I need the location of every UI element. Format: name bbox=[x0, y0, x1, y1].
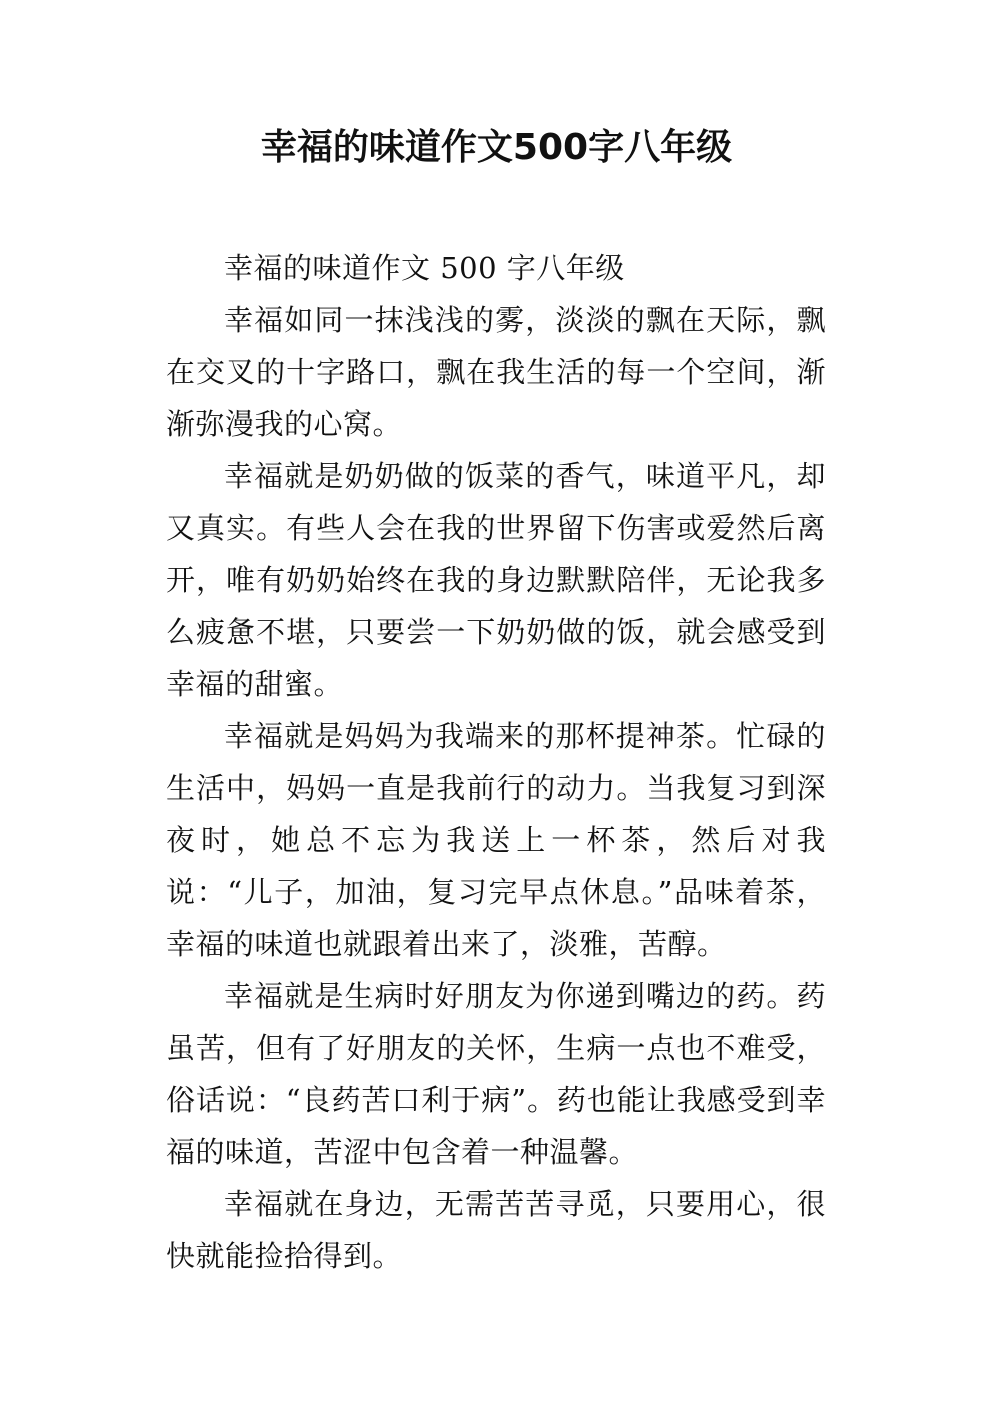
document-title: 幸福的味道作文500字八年级 bbox=[260, 127, 733, 168]
paragraph-3: 幸福就是妈妈为我端来的那杯提神茶。忙碌的生活中，妈妈一直是我前行的动力。当我复习到深夜时，她总不忘为我送上一杯茶，然后对我说：“儿子，加油，复习完早点休息。”品味着茶，幸福的味道也就跟着出来了，淡雅，苦醇。 bbox=[166, 719, 826, 961]
paragraph-5: 幸福就在身边，无需苦苦寻觅，只要用心，很快就能捡拾得到。 bbox=[166, 1187, 826, 1273]
paragraph-1: 幸福如同一抹浅浅的雾，淡淡的飘在天际，飘在交叉的十字路口，飘在我生活的每一个空间，渐渐弥漫我的心窝。 bbox=[166, 303, 826, 441]
paragraph-2: 幸福就是奶奶做的饭菜的香气，味道平凡，却又真实。有些人会在我的世界留下伤害或爱然后离开，唯有奶奶始终在我的身边默默陪伴，无论我多么疲惫不堪，只要尝一下奶奶做的饭，就会感受到幸福的甜蜜。 bbox=[166, 459, 826, 701]
paragraph-4: 幸福就是生病时好朋友为你递到嘴边的药。药虽苦，但有了好朋友的关怀，生病一点也不难受，俗话说：“良药苦口利于病”。药也能让我感受到幸福的味道，苦涩中包含着一种温馨。 bbox=[166, 979, 826, 1169]
paragraph-subtitle: 幸福的味道作文 500 字八年级 bbox=[224, 251, 625, 285]
document-body bbox=[166, 242, 826, 1282]
